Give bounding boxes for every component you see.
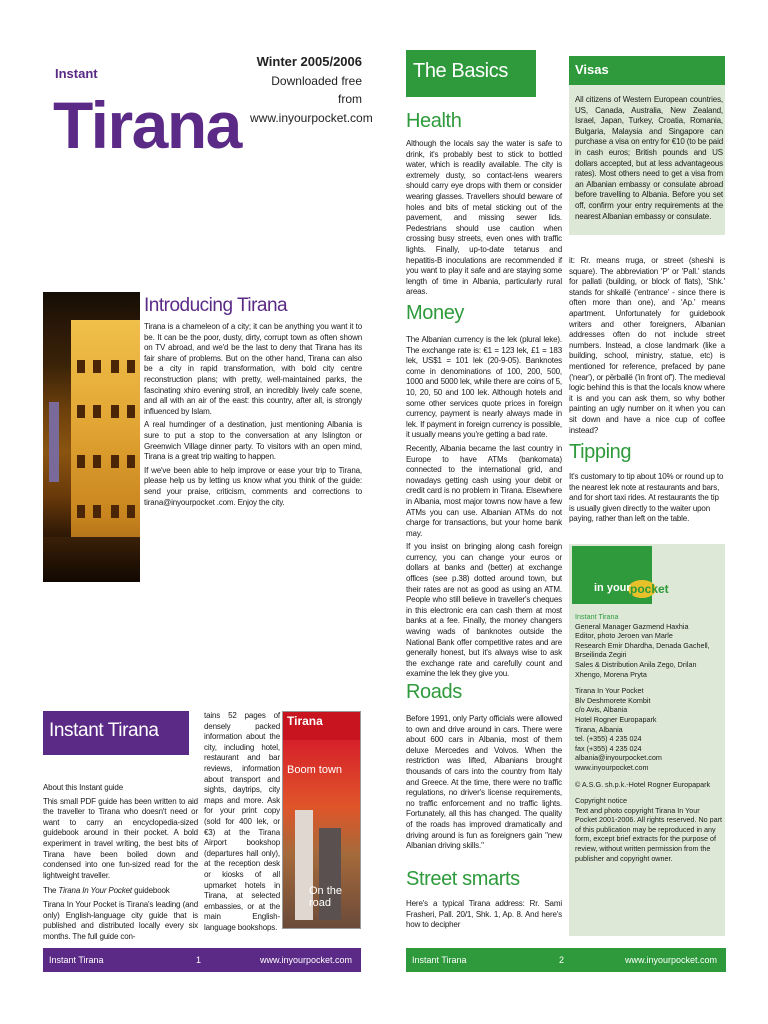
guidebook-text: Tirana In Your Pocket is Tirana's leading (and only) English-language city guide that is published and distributed locally every six months. The full guide con-: [43, 899, 198, 941]
publisher-email[interactable]: albania@inyourpocket.com: [575, 753, 662, 763]
credits-text: [575, 612, 723, 870]
guidebook-text-continued: tains 52 pages of densely packed information about the city, including hotel, restaurant and bar reviews, information about transport and sights, daytrips, city maps and more. Ask for your print copy (sold for 400 lek, or €3) at the Tirana Airport bookshop (departures hall only), at the reception desk or kiosks of all upmarket hotels in Tirana, at selected embassies, or at the main English-language bookshops.: [204, 711, 280, 932]
instant-tirana-banner: Instant Tirana: [43, 711, 189, 755]
footer-url[interactable]: www.inyourpocket.com: [259, 955, 352, 965]
credits-line: General Manager Gazmend Haxhia: [575, 621, 689, 631]
publisher-block: [575, 686, 723, 772]
copyright-owner: © A.S.G. sh.p.k.-Hotel Rogner Europapark: [575, 779, 711, 789]
edition-info: [250, 53, 373, 127]
credits-line: Sales & Distribution Anila Zego, Drilan Xhengo, Morena Pryta: [575, 659, 697, 679]
credits-title: Instant Tirana: [575, 612, 619, 621]
street-smarts-text: [406, 899, 562, 934]
health-text: [406, 139, 562, 301]
roads-text: [406, 714, 562, 855]
money-paragraph: Recently, Albania became the last country in Europe to have ATMs (bankomata) connected to the international grid, and nowadays getting cash using your debit or credit card is no problem in Tirana. Elsewhere in Albania, most major towns now have a few ATMs you can use. Albanian ATMs do not charge for transactions, but your home bank may.: [406, 443, 562, 538]
credits-line: Research Emir Dhardha, Denada Gachell, Brseilinda Zegiri: [575, 640, 710, 660]
roads-heading: Roads: [406, 681, 462, 703]
guide-title: Tirana: [53, 88, 241, 162]
publisher-line: Blv Deshmorete Kombit: [575, 695, 651, 705]
roads-paragraph: Before 1991, only Party officials were allowed to own and drive around in cars. There were about 600 cars in Albania, most of them deluxe Mercedes and Volvos. When the restriction was lifted, Albanians brought thousands of cars into the country from Italy and Greece. At the time, there were no traffic regulations, no driver's license requirements, no traffic enforcement and no traffic lights. Fortunately, all this has changed. The quality of the roads has improved dramatically and driving around is fun as foreigners gain "new Albanian driving skills.": [406, 714, 562, 851]
page-number: 1: [196, 955, 202, 965]
instant-label: Instant: [55, 66, 98, 81]
cover-title: Tirana: [283, 712, 360, 740]
health-paragraph: Although the locals say the water is safe to drink, it's probably best to stick to bottled water, which is readily available. The city is extremely dusty, so contact-lens wearers should carry eye drops with them or consider wearing glasses. Travellers should beware of holes and bits of metal sticking out of the pavement, and missing sewer lids. Pedestrians should use caution when crossing busy streets, even ones with traffic lights. Finally, up-to-date tetanus and hepatitis-B inoculations are recommended if you want to play it safe and are staying some length of time in Albania, particularly rural areas.: [406, 139, 562, 297]
street-shape: [43, 537, 140, 582]
about-heading: About this Instant guide: [43, 783, 124, 792]
edition-url[interactable]: www.inyourpocket.com: [250, 110, 373, 125]
intro-text: [144, 322, 362, 511]
credits-line: Editor, photo Jeroen van Marle: [575, 631, 673, 641]
publisher-line: Tirana, Albania: [575, 724, 623, 734]
guidebook-heading: The Tirana In Your Pocket guidebook: [43, 886, 170, 896]
tipping-paragraph: It's customary to tip about 10% or round up to the nearest lek note at restaurants and bars, and for short taxi rides. At restaurants the tip is usually given directly to the waiter upon paying, rather than left on the table.: [569, 472, 724, 524]
basics-banner: The Basics: [406, 50, 536, 97]
tower-shape: [49, 402, 59, 482]
publisher-line: tel. (+355) 4 235 024: [575, 734, 642, 744]
copyright-text: Text and photo copyright Tirana In Your Pocket 2001-2006. All rights reserved. No part of this publication may be reproduced in any form, except brief extracts for the purpose of review, without written permission from the publisher and copyright owner.: [575, 805, 723, 863]
about-column: [43, 783, 198, 945]
intro-paragraph: A real humdinger of a destination, just mentioning Albania is sure to put a stop to the conversation at any Islington or Greenwich Village dinner party. To visitors with an open mind, Tirana is a great trip waiting to happen.: [144, 420, 362, 462]
publisher-line: Tirana In Your Pocket: [575, 686, 644, 696]
intro-paragraph: Tirana is a chameleon of a city; it can be anything you want it to be. It can be the poor, dusty, dirty, corrupt town as often shown on TV abroad, and we'd be the last to deny that Tirana has its fair share of problems. But on the other hand, Tirana can also be a city in rapid transformation, with bold city centre reconstruction plans; with pretty, well-maintained parks, the fascinating xhiro evening stroll, an incredibly lively cafe scene, and all with an air of the east: this country, after all, is strongly influenced by Islam.: [144, 322, 362, 416]
page-footer: [43, 948, 361, 972]
credits-block: [575, 612, 723, 679]
money-heading: Money: [406, 302, 465, 324]
publisher-line: Hotel Rogner Europapark: [575, 714, 657, 724]
health-heading: Health: [406, 110, 462, 132]
money-paragraph: If you insist on bringing along cash foreign currency, you can change your euros or dollars at banks and (better) at exchange offices (see p.38) dotted around town, but their rates are not as good as using an ATM. People who still believe in traveller's cheques in this electronic era can cash them at most banks at a fee. Finally, the money changers waving wads of banknotes outside the National Bank offer competitive rates and are generally honest, but it's always wise to ask the exchange rate and carefully count and examine the lek they give you.: [406, 542, 562, 679]
guidebook-column: [204, 711, 280, 936]
edition-download: Downloaded free from: [271, 73, 362, 106]
page-number: 2: [559, 955, 565, 965]
footer-title: Instant Tirana: [412, 955, 467, 965]
city-night-photo: [43, 292, 140, 582]
logo-pocket: pocket: [630, 582, 669, 596]
footer-title: Instant Tirana: [49, 955, 104, 965]
copyright-block: [575, 796, 723, 863]
publisher-line: fax (+355) 4 235 024: [575, 743, 642, 753]
publisher-line: c/o Avis, Albania: [575, 705, 628, 715]
page-footer: [406, 948, 726, 972]
street-smarts-heading: Street smarts: [406, 868, 520, 890]
intro-heading: Introducing Tirana: [144, 295, 288, 316]
cover-boom-town: Boom town: [287, 764, 343, 776]
footer-url[interactable]: www.inyourpocket.com: [624, 955, 717, 965]
in-your-pocket-logo: [572, 546, 669, 604]
street-paragraph: Here's a typical Tirana address: Rr. Sami Frasheri, Pall. 20/1, Shk. 1, Ap. 8. And here's how to decipher: [406, 899, 562, 930]
address-paragraph: it: Rr. means rruga, or street (sheshi is square). The abbreviation 'P' or 'Pall.' stands for pallati (building, or block of flats), 'Shk.' stands for shkallë ('entrance' - since there is often more than one), and 'Ap.' means apartment. Unfortunately for guidebook writers and other foreigners, Albanian addresses often do not include street numbers. Instead, a close landmark (like a building, school, ministry, statue, etc) is mentioned for reference, prefaced by pane ('near'), or përballë ('in front of'). The medieval logic behind this is that the locals know where it is and you can ask them, so why bother painting an ugly number on it when you can sit down and have a nice cup of coffee instead?: [569, 256, 725, 435]
copyright-heading: Copyright notice: [575, 796, 627, 806]
visas-heading: Visas: [569, 56, 725, 85]
about-text: This small PDF guide has been written to aid the traveller to Tirana who doesn't need or want to carry an encyclopedia-sized guidebook around in their pocket. A bold experiment in travel writing, the best bits of Tirana have been boiled down and condensed into one fun-sized read for the lightweight traveller.: [43, 796, 198, 880]
publisher-url[interactable]: www.inyourpocket.com: [575, 762, 649, 772]
tipping-heading: Tipping: [569, 441, 632, 463]
edition-season: Winter 2005/2006: [256, 54, 362, 69]
guidebook-cover-image: [282, 711, 361, 929]
tipping-text: [569, 472, 725, 528]
cover-artwork: [283, 740, 360, 929]
visas-text: [575, 95, 723, 225]
money-text: [406, 335, 562, 683]
money-paragraph: The Albanian currency is the lek (plural leke). The exchange rate is: €1 = 123 lek, £1 = 183 lek, US$1 = 101 lek (20-9-05). Banknotes come in denominations of 100, 200, 500, 1000 and 5000 lek, while there are coins of 5, 10, 20, 50 and 100 lek. Although hotels and some other services quote prices in foreign currency, payment is nearly always made in lek. If payment in foreign currency is possible, it usually means you're getting a bad rate.: [406, 335, 562, 440]
cover-on-the-road: On the road: [309, 885, 343, 909]
address-text: [569, 256, 725, 439]
visas-paragraph: All citizens of Western European countries, US, Canada, Australia, New Zealand, Israel, Japan, Turkey, Croatia, Romania, Bulgaria, Malaysia and Singapore can purchase a visa on entry for €10 (to be paid in cash euros; British pounds and US dollars accepted, but at less advantageous rates). Most others need to get a visa from an Albanian embassy or consulate abroad before travelling to Albania. Before you set off, confirm your entry requirements at the nearest Albanian embassy or consulate.: [575, 95, 723, 221]
logo-in-your: in your: [594, 582, 631, 594]
intro-paragraph: If we've been able to help improve or ease your trip to Tirana, please help us by letting us know what you think of the guide: send your praise, criticism, comments and corrections to tirana@inyourpocket .com. Enjoy the city.: [144, 465, 362, 507]
